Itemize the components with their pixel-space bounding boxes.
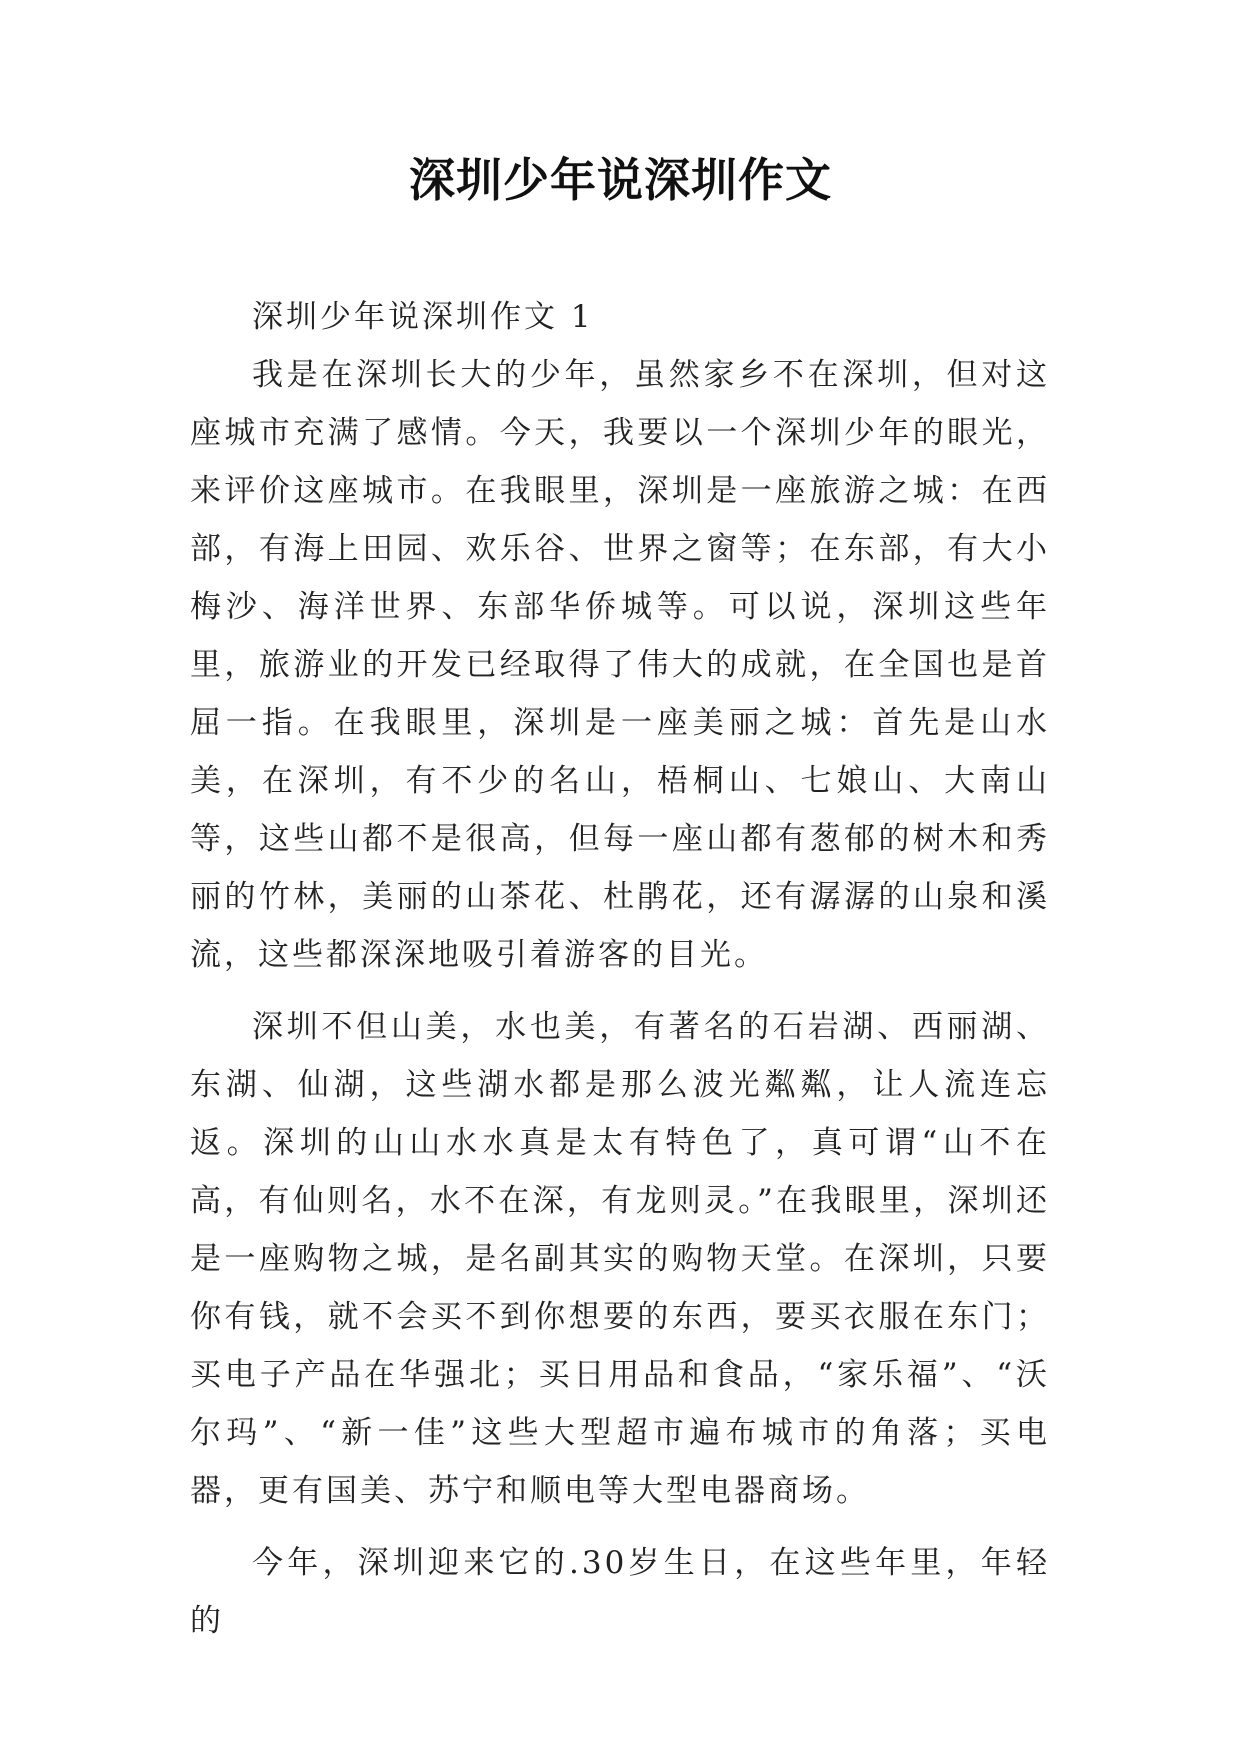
paragraph: 我是在深圳长大的少年，虽然家乡不在深圳，但对这座城市充满了感情。今天，我要以一个深圳少年的眼光，来评价这座城市。在我眼里，深圳是一座旅游之城：在西部，有海上田园、欢乐谷、世界之窗等；在东部，有大小梅沙、海洋世界、东部华侨城等。可以说，深圳这些年里，旅游业的开发已经取得了伟大的成就，在全国也是首屈一指。在我眼里，深圳是一座美丽之城：首先是山水美，在深圳，有不少的名山，梧桐山、七娘山、大南山等，这些山都不是很高，但每一座山都有葱郁的树木和秀丽的竹林，美丽的山茶花、杜鹃花，还有潺潺的山泉和溪流，这些都深深地吸引着游客的目光。 (190, 357, 1050, 973)
paragraph: 深圳不但山美，水也美，有著名的石岩湖、西丽湖、东湖、仙湖，这些湖水都是那么波光粼粼，让人流连忘返。深圳的山山水水真是太有特色了，真可谓“山不在高，有仙则名，水不在深，有龙则灵。”在我眼里，深圳还是一座购物之城，是名副其实的购物天堂。在深圳，只要你有钱，就不会买不到你想要的东西，要买衣服在东门；买电子产品在华强北；买日用品和食品，“家乐福”、“沃尔玛”、“新一佳”这些大型超市遍布城市的角落；买电器，更有国美、苏宁和顺电等大型电器商场。 (190, 1009, 1050, 1509)
document-title: 深圳少年说深圳作文 (409, 153, 832, 207)
document-body (190, 288, 1050, 1650)
section-heading: 深圳少年说深圳作文 1 (252, 299, 594, 335)
paragraph: 今年，深圳迎来它的.30岁生日，在这些年里，年轻的 (190, 1545, 1050, 1639)
